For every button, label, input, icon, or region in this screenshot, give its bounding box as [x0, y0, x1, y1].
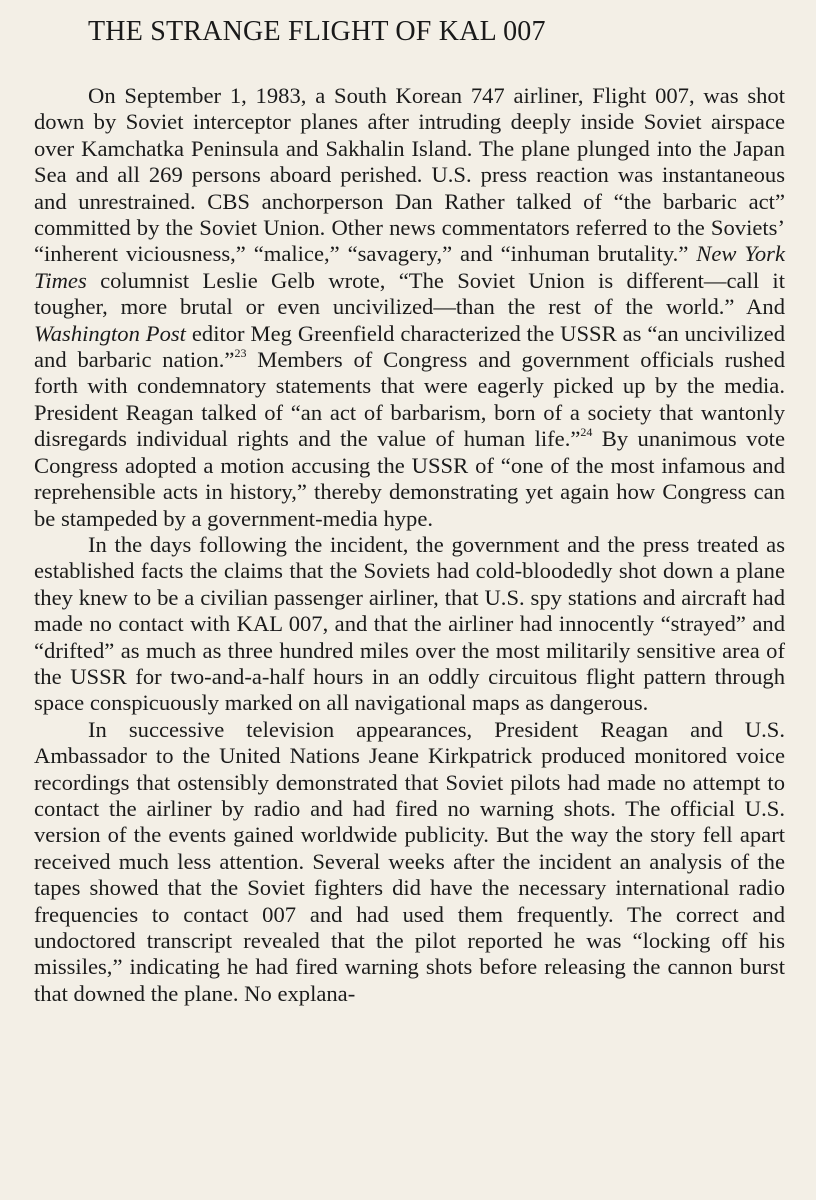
paragraph-2	[34, 532, 785, 717]
paragraph-1-text-4: Members of Congress and government officials rushed forth with condemnatory statements that were eagerly picked up by the media. President Reagan talked of “an act of barbarism, born of a society that wantonly disregards individual rights and the value of human life.”	[34, 347, 785, 452]
paragraph-1-text-3: editor Meg Greenfield characterized the USSR as “an uncivilized and barbaric nation.”	[34, 320, 785, 373]
paragraph-1	[34, 83, 785, 532]
paragraph-2-text: In the days following the incident, the government and the press treated as established facts the claims that the Soviets had cold-bloodedly shot down a plane they knew to be a civilian passenger airliner, that U.S. spy stations and aircraft had made no contact with KAL 007, and that the airliner had innocently “strayed” and “drifted” as much as three hundred miles over the most militarily sensitive area of the USSR for two-and-a-half hours in an oddly circuitous flight pattern through space conspicuously marked on all navigational maps as dangerous.	[34, 531, 785, 716]
paragraph-1-text-1: On September 1, 1983, a South Korean 747 airliner, Flight 007, was shot down by Soviet interceptor planes after intruding deeply inside Soviet airspace over Kamchatka Peninsula and Sakhalin Island. The plane plunged into the Japan Sea and all 269 persons aboard perished. U.S. press reaction was instantaneous and unrestrained. CBS anchorperson Dan Rather talked of “the barbaric act” committed by the Soviet Union. Other news commentators referred to the Soviets’ “inherent viciousness,” “malice,” “savagery,” and “inhuman brutality.”	[34, 83, 785, 267]
footnote-marker-24: 24	[580, 424, 593, 439]
footnote-marker-23: 23	[234, 345, 247, 360]
paragraph-1-text-2: columnist Leslie Gelb wrote, “The Soviet Union is different—call it tougher, more brutal or even uncivilized—than the rest of the world.” And	[34, 267, 785, 320]
article-body	[34, 83, 785, 1007]
paragraph-3	[34, 717, 785, 1007]
paragraph-1-text-5: By unanimous vote Congress adopted a motion accusing the USSR of “one of the most infamous and reprehensible acts in history,” thereby demonstrating yet again how Congress can be stampeded by a government-media hype.	[34, 426, 785, 531]
paragraph-3-text: In successive television appearances, President Reagan and U.S. Ambassador to the United Nations Jeane Kirkpatrick produced monitored voice recordings that ostensibly demonstrated that Soviet pilots had made no attempt to contact the airliner by radio and had fired no warning shots. The official U.S. version of the events gained worldwide publicity. But the way the story fell apart received much less attention. Several weeks after the incident an analysis of the tapes showed that the Soviet fighters did have the necessary international radio frequencies to contact 007 and had used them frequently. The correct and undoctored transcript revealed that the pilot reported he was “locking off his missiles,” indicating he had fired warning shots before releasing the cannon burst that downed the plane. No explana-	[34, 716, 785, 1006]
publication-title-washington-post: Washington Post	[34, 320, 186, 346]
publication-title-new-york-times: New York Times	[34, 241, 785, 293]
page-title: THE STRANGE FLIGHT OF KAL 007	[88, 16, 546, 47]
